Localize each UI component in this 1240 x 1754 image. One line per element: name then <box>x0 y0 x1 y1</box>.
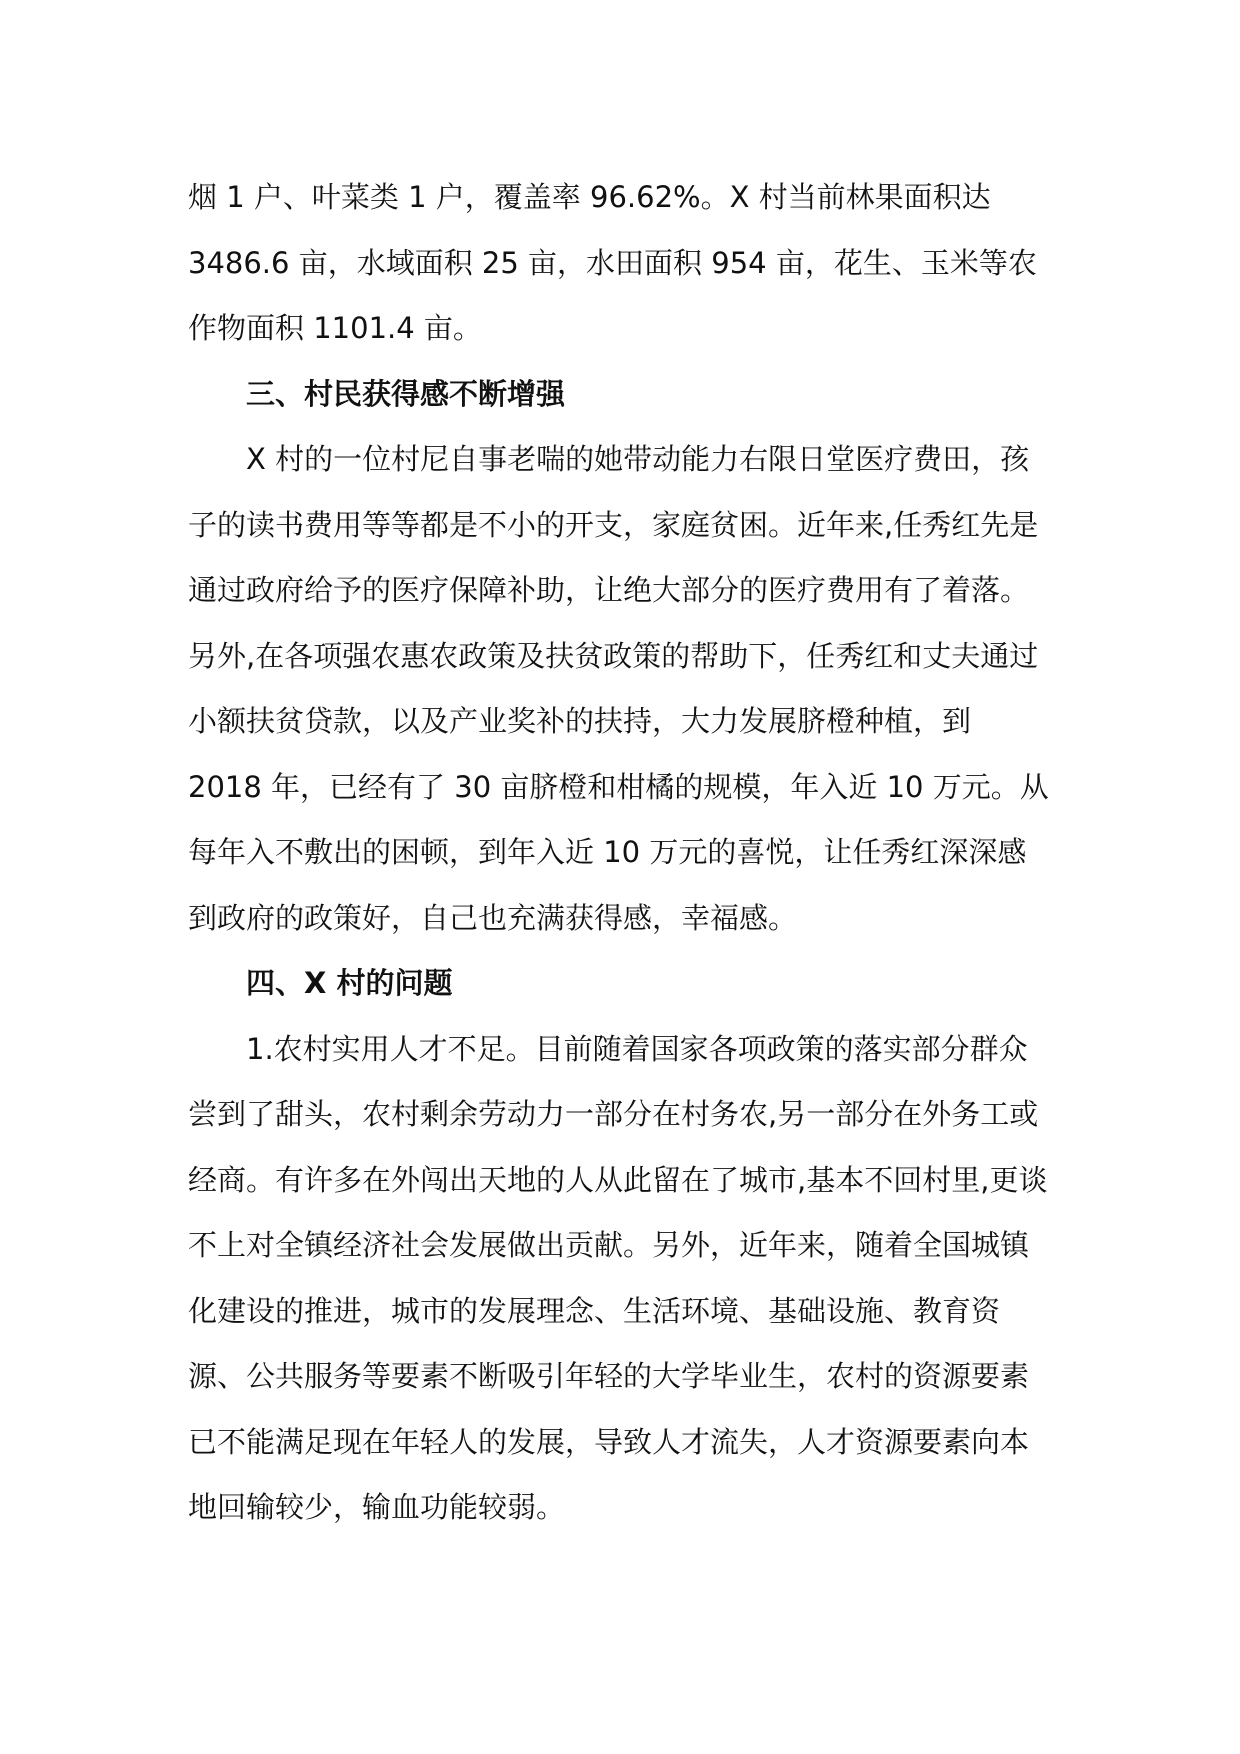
paragraph-land-use <box>188 165 1068 362</box>
text-line: 每年入不敷出的困顿，到年入近 10 万元的喜悦，让任秀红深深感 <box>188 835 1027 869</box>
text-line: 尝到了甜头，农村剩余劳动力一部分在村务农,另一部分在外务工或 <box>188 1097 1039 1131</box>
text-line: 2018 年，已经有了 30 亩脐橙和柑橘的规模，年入近 10 万元。从 <box>188 769 1049 804</box>
text-line: 到政府的政策好，自己也充满获得感，幸福感。 <box>188 900 798 935</box>
text-line: 已不能满足现在年轻人的发展，导致人才流失，人才资源要素向本 <box>188 1424 1030 1459</box>
text-line: X 村的一位村尼自事老喘的她带动能力右限日堂医疗费田，孩 <box>246 442 1030 476</box>
section-heading-3 <box>188 362 1068 428</box>
text-line: 烟 1 户、叶菜类 1 户，覆盖率 96.62%。X 村当前林果面积达 <box>188 180 991 214</box>
heading-text: 三、村民获得感不断增强 <box>246 376 566 411</box>
text-line: 作物面积 1101.4 亩。 <box>188 311 482 345</box>
text-line: 另外,在各项强农惠农政策及扶贫政策的帮助下，任秀红和丈夫通过 <box>188 638 1039 673</box>
paragraph-talent-shortage <box>188 1017 1068 1541</box>
paragraph-villager-story <box>188 427 1068 951</box>
document-body <box>188 165 1068 1541</box>
text-line: 子的读书费用等等都是不小的开支，家庭贫困。近年来,任秀红先是 <box>188 507 1039 542</box>
text-line: 不上对全镇经济社会发展做出贡献。另外，近年来，随着全国城镇 <box>188 1228 1030 1262</box>
text-line: 1.农村实用人才不足。目前随着国家各项政策的落实部分群众 <box>246 1031 1028 1066</box>
text-line: 源、公共服务等要素不断吸引年轻的大学毕业生，农村的资源要素 <box>188 1359 1030 1393</box>
text-line: 经商。有许多在外闯出天地的人从此留在了城市,基本不回村里,更谈 <box>188 1162 1048 1197</box>
text-line: 化建设的推进，城市的发展理念、生活环境、基础设施、教育资 <box>188 1293 1001 1328</box>
text-line: 通过政府给予的医疗保障补助，让绝大部分的医疗费用有了着落。 <box>188 573 1030 607</box>
section-heading-4 <box>188 951 1068 1017</box>
heading-text: 四、X 村的问题 <box>246 966 453 1000</box>
text-line: 小额扶贫贷款，以及产业奖补的扶持，大力发展脐橙种植，到 <box>188 704 972 738</box>
text-line: 地回输较少，输血功能较弱。 <box>188 1490 566 1524</box>
text-line: 3486.6 亩，水域面积 25 亩，水田面积 954 亩，花生、玉米等农 <box>188 245 1037 280</box>
